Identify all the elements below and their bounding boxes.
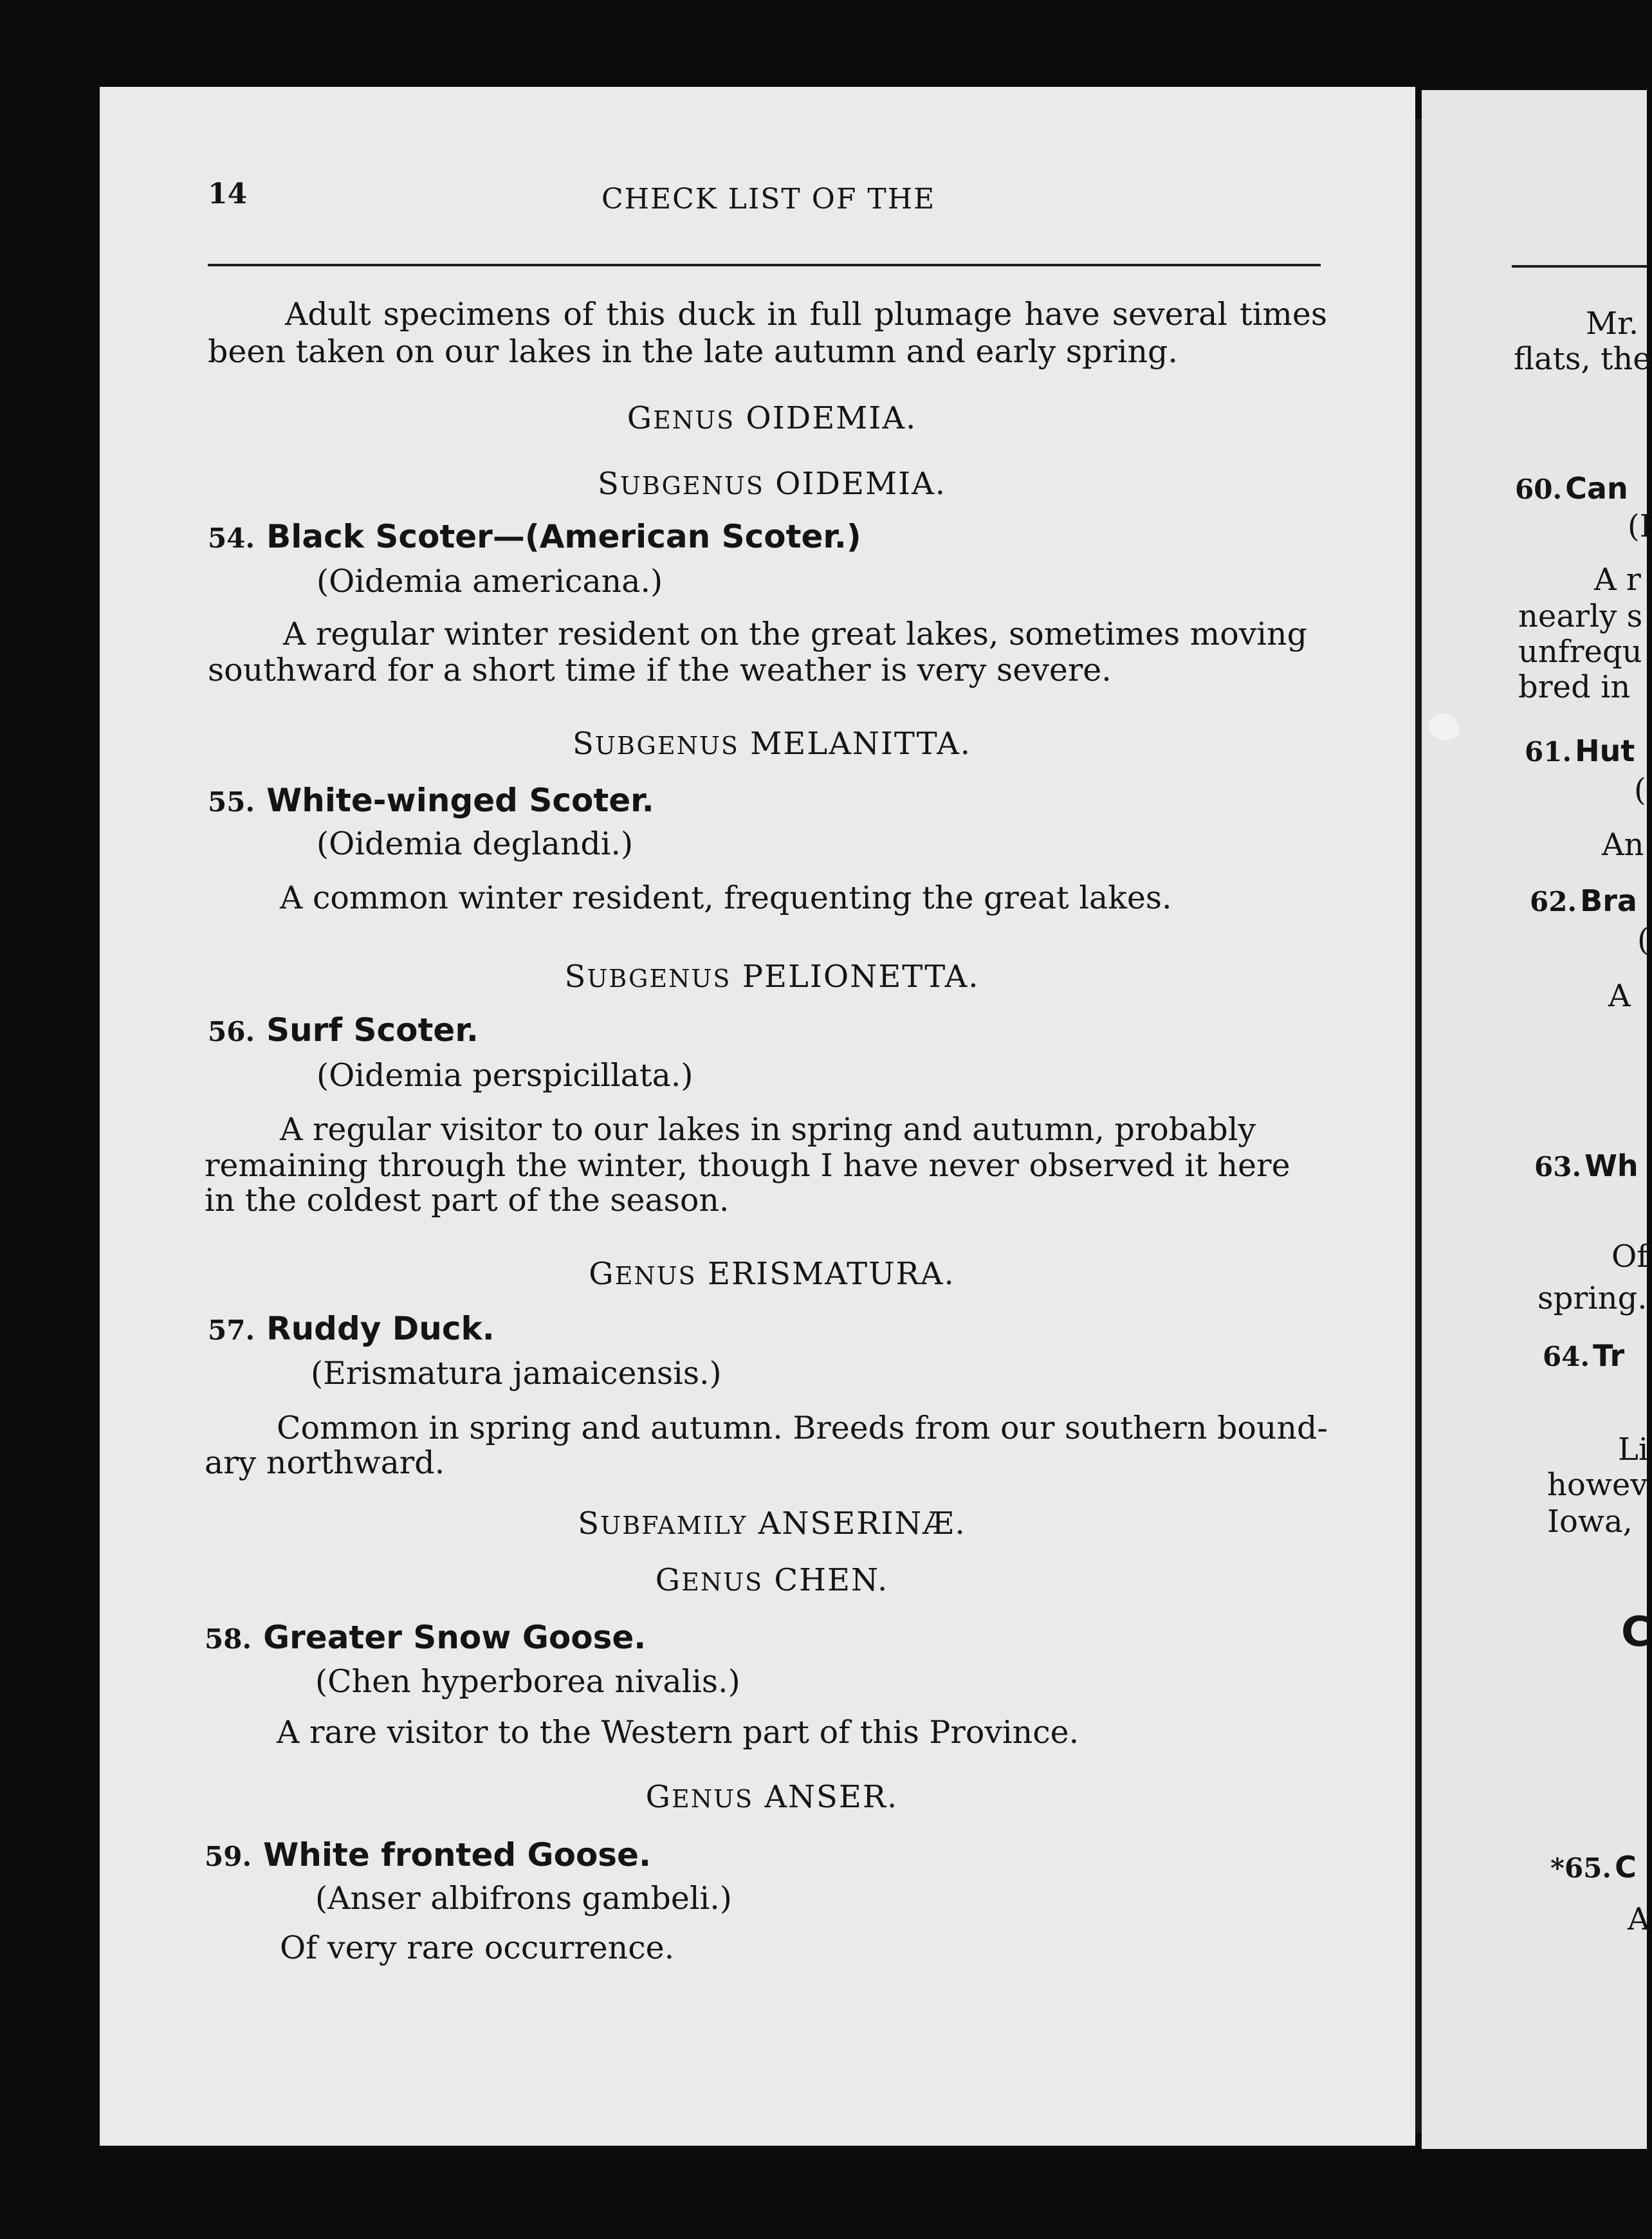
species-number: 57.: [208, 1314, 255, 1346]
heading-rank: ENUS: [653, 406, 735, 434]
species-name: C: [1615, 1850, 1637, 1884]
species-name: Can: [1565, 471, 1628, 506]
species-name: Tr: [1593, 1338, 1625, 1373]
species-name: White-winged Scoter.: [266, 782, 654, 819]
scientific-name: (Oidemia americana.): [317, 563, 663, 600]
species-name: Wh: [1584, 1148, 1638, 1183]
heading-initial: G: [589, 1256, 615, 1292]
intro-paragraph: Adult specimens of this duck in full plumage have several times been taken on our lakes in the late autumn and early spring.: [208, 296, 1327, 370]
facing-text: nearly s: [1518, 598, 1643, 634]
heading-rank: ENUS: [672, 1785, 754, 1813]
facing-entry-64: [1543, 1338, 1624, 1373]
facing-text: Li: [1618, 1432, 1649, 1468]
species-number: 58.: [205, 1623, 252, 1655]
facing-text: (: [1637, 922, 1649, 958]
genus-heading-chen: [0, 1562, 1544, 1598]
facing-heading: C: [1621, 1608, 1651, 1656]
subfamily-heading-anserinae: [0, 1506, 1544, 1542]
facing-text: unfrequ: [1518, 634, 1642, 670]
heading-name: ANSER.: [764, 1779, 899, 1815]
species-name: Greater Snow Goose.: [263, 1619, 647, 1656]
heading-initial: G: [627, 400, 654, 436]
genus-heading-oidemia: [0, 400, 1544, 436]
species-name: Black Scoter—(American Scoter.): [266, 518, 861, 555]
species-entry-58: [205, 1619, 646, 1656]
heading-rank: ENUS: [681, 1568, 764, 1596]
species-number: 64.: [1543, 1341, 1590, 1372]
facing-text: Iowa,: [1547, 1504, 1633, 1540]
species-note-line: southward for a short time if the weather is very severe.: [208, 652, 1112, 688]
genus-heading-anser: [0, 1779, 1544, 1815]
heading-initial: S: [572, 726, 595, 762]
scientific-name: (Anser albifrons gambeli.): [315, 1880, 732, 1917]
species-name: Ruddy Duck.: [266, 1310, 495, 1347]
scientific-name: (Oidemia deglandi.): [317, 825, 634, 862]
header-rule: [208, 264, 1321, 266]
facing-text: bred in: [1518, 669, 1631, 705]
scientific-name: (Oidemia perspicillata.): [317, 1057, 693, 1094]
facing-text: A r: [1594, 562, 1641, 598]
facing-entry-62: [1530, 883, 1637, 918]
species-number: 59.: [205, 1841, 252, 1872]
facing-text: A: [1628, 1901, 1650, 1937]
species-number: 56.: [208, 1016, 255, 1047]
heading-initial: S: [578, 1506, 601, 1542]
species-note-line: A regular visitor to our lakes in spring and autumn, probably: [280, 1111, 1256, 1148]
heading-name: ANSERINÆ.: [758, 1506, 966, 1542]
heading-rank: UBGENUS: [620, 472, 764, 500]
heading-initial: S: [597, 466, 620, 502]
facing-text: (: [1634, 772, 1646, 808]
facing-text: (I: [1628, 508, 1652, 544]
species-entry-54: [208, 518, 861, 555]
scientific-name: (Chen hyperborea nivalis.): [315, 1663, 740, 1700]
heading-initial: G: [645, 1779, 672, 1815]
facing-text: howev: [1547, 1467, 1648, 1503]
species-number: 60.: [1515, 474, 1563, 505]
facing-text: A: [1608, 978, 1631, 1014]
heading-rank: ENUS: [614, 1262, 697, 1290]
species-note-line: remaining through the winter, though I have never observed it here: [205, 1147, 1290, 1184]
facing-header-rule: [1512, 265, 1647, 268]
heading-initial: G: [655, 1562, 682, 1598]
species-entry-59: [205, 1836, 651, 1874]
subgenus-heading-melanitta: [0, 726, 1544, 762]
species-number: 61.: [1525, 736, 1572, 768]
facing-entry-61: [1525, 733, 1635, 768]
heading-name: OIDEMIA.: [746, 400, 917, 436]
subgenus-heading-oidemia: [0, 466, 1544, 502]
species-name: White fronted Goose.: [263, 1836, 651, 1874]
species-entry-55: [208, 782, 654, 819]
species-note-line: Common in spring and autumn. Breeds from our southern bound-: [277, 1410, 1328, 1446]
heading-rank: UBGENUS: [587, 964, 731, 993]
species-note-line: A regular winter resident on the great lakes, sometimes moving: [283, 616, 1307, 652]
heading-name: OIDEMIA.: [775, 466, 947, 502]
species-note-line: in the coldest part of the season.: [205, 1182, 730, 1219]
heading-rank: UBGENUS: [594, 732, 739, 760]
facing-entry-63: [1534, 1148, 1638, 1183]
species-number: 54.: [208, 522, 255, 554]
heading-initial: S: [564, 959, 587, 995]
heading-name: CHEN.: [774, 1562, 889, 1598]
page-number: 14: [208, 178, 248, 210]
facing-text: An: [1602, 827, 1644, 863]
facing-text: flats, the: [1514, 341, 1651, 377]
species-note-line: ary northward.: [205, 1444, 445, 1481]
heading-name: PELIONETTA.: [742, 959, 980, 995]
heading-rank: UBFAMILY: [600, 1511, 748, 1540]
species-entry-56: [208, 1011, 479, 1049]
species-name: Surf Scoter.: [266, 1011, 479, 1049]
species-number: 63.: [1534, 1151, 1582, 1183]
heading-name: MELANITTA.: [750, 726, 972, 762]
species-note: A common winter resident, frequenting the great lakes.: [280, 880, 1172, 916]
species-name: Hut: [1575, 733, 1635, 768]
facing-text: Of: [1611, 1239, 1649, 1275]
facing-page: [1422, 90, 1647, 2149]
species-number: *65.: [1550, 1852, 1612, 1884]
species-number: 62.: [1530, 886, 1577, 917]
facing-entry-60: [1515, 471, 1628, 506]
facing-entry-65: [1550, 1850, 1637, 1884]
subgenus-heading-pelionetta: [0, 959, 1544, 995]
species-number: 55.: [208, 786, 255, 818]
running-title: CHECK LIST OF THE: [601, 183, 936, 216]
facing-text: spring.: [1537, 1280, 1647, 1316]
heading-name: ERISMATURA.: [707, 1256, 955, 1292]
species-name: Bra: [1580, 883, 1637, 918]
species-entry-57: [208, 1310, 495, 1347]
scientific-name: (Erismatura jamaicensis.): [311, 1355, 722, 1392]
species-note: A rare visitor to the Western part of this Province.: [277, 1714, 1079, 1751]
species-note: Of very rare occurrence.: [280, 1930, 675, 1966]
genus-heading-erismatura: [0, 1256, 1544, 1292]
facing-text: Mr.: [1586, 306, 1639, 342]
